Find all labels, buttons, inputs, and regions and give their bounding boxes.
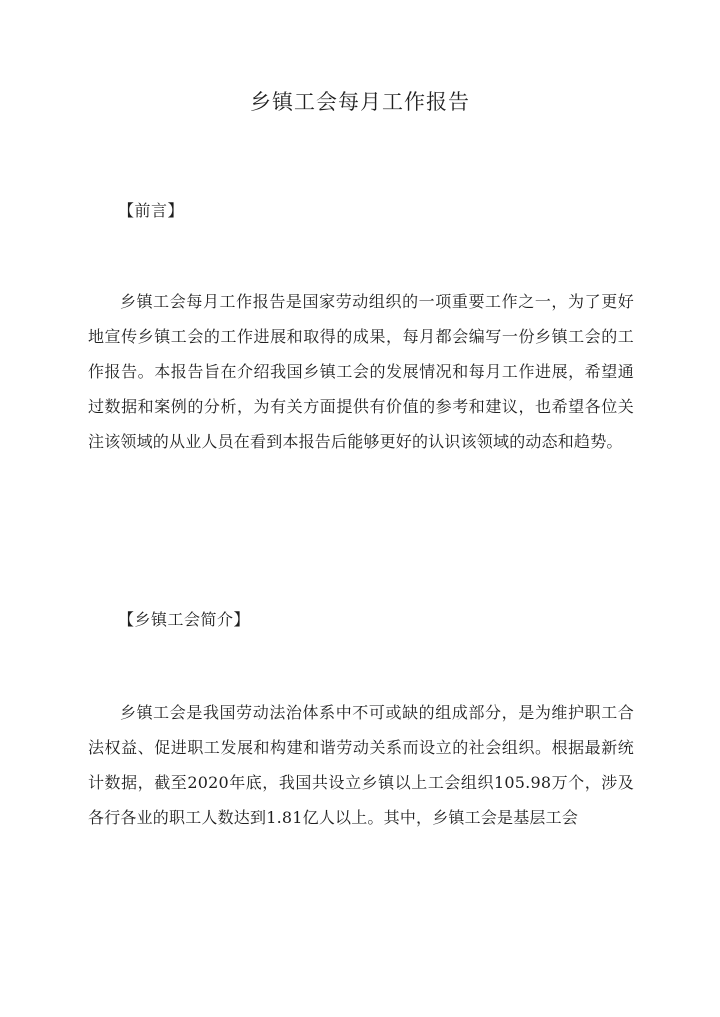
section-heading-introduction: 【乡镇工会简介】: [118, 610, 251, 629]
section-paragraph-preface: 乡镇工会每月工作报告是国家劳动组织的一项重要工作之一，为了更好地宣传乡镇工会的工作进展和取得的成果，每月都会编写一份乡镇工会的工作报告。本报告旨在介绍我国乡镇工会的发展情况和每月工作进展，希望通过数据和案例的分析，为有关方面提供有价值的参考和建议，也希望各位关注该领域的从业人员在看到本报告后能够更好的认识该领域的动态和趋势。: [88, 292, 634, 451]
document-title: 乡镇工会每月工作报告: [250, 90, 470, 114]
section-paragraph-introduction: 乡镇工会是我国劳动法治体系中不可或缺的组成部分，是为维护职工合法权益、促进职工发展和构建和谐劳动关系而设立的社会组织。根据最新统计数据，截至2020年底，我国共设立乡镇以上工会组织105.98万个，涉及各行各业的职工人数达到1.81亿人以上。其中，乡镇工会是基层工会: [88, 703, 634, 827]
section-heading-preface: 【前言】: [118, 201, 185, 220]
